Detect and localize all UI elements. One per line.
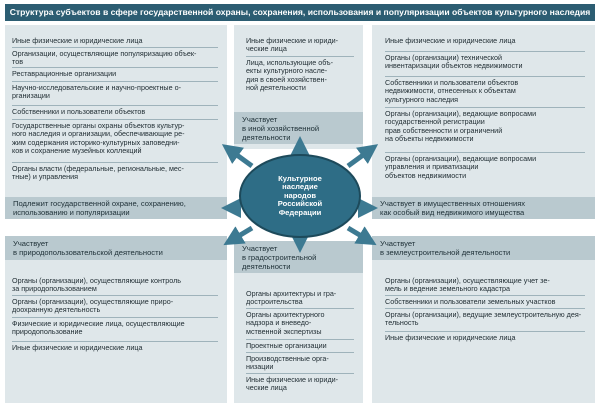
item-divider <box>385 308 585 309</box>
list-item <box>12 122 224 156</box>
list-item-line: рганизации <box>12 91 50 101</box>
item-divider <box>12 67 218 68</box>
label-nature-use <box>5 236 227 260</box>
list-item-line: Иные физические и юридические лица <box>12 343 143 352</box>
list-item-line: достроительства <box>246 297 303 307</box>
list-item-line: Иные физические и юридические лица <box>385 333 516 342</box>
list-item-line: Иные физические и юриди- <box>246 375 339 384</box>
label-nature-line2: в природопользовательской деятельности <box>13 248 163 257</box>
list-item-line: объектов недвижимости <box>385 170 467 180</box>
list-item-line: доохранную деятельность <box>12 305 101 315</box>
hub-line-2: наследие <box>282 182 318 192</box>
hub-line-1: Культурное <box>278 173 322 183</box>
hub-line-4: Российской <box>277 199 323 209</box>
list-item <box>12 298 224 315</box>
label-urban-line1: Участвует <box>242 244 278 253</box>
list-item <box>385 110 591 144</box>
label-property-relations <box>372 197 595 219</box>
label-nature-line1: Участвует <box>13 239 49 248</box>
label-urban-line3: деятельности <box>242 262 291 271</box>
list-item <box>12 50 224 67</box>
list-item-line: культурного наследия <box>385 94 459 104</box>
label-protection-line2: использованию и популяризации <box>13 208 130 217</box>
list-item-line: Органы (организации), осуществляющие учет зе- <box>385 276 550 285</box>
item-divider <box>12 105 218 106</box>
label-economic-line3: деятельности <box>242 133 291 142</box>
list-item <box>246 355 360 372</box>
list-item <box>385 54 591 71</box>
item-divider <box>246 373 354 374</box>
list-item-line: Производственные орга- <box>246 354 329 363</box>
list-item-line: жим содержания историко-культурных заповедни- <box>12 137 180 147</box>
list-item <box>385 37 591 45</box>
list-item <box>385 298 591 306</box>
list-item <box>12 277 224 294</box>
list-item-line: Иные физические и юридические лица <box>12 36 143 45</box>
label-urban-planning <box>234 241 363 273</box>
item-divider <box>12 295 218 296</box>
list-item-line: Органы (организации), осуществляющие контроль <box>12 276 182 285</box>
list-item <box>12 165 224 182</box>
list-item-line: Физические и юридические лица, осуществляющие <box>12 319 185 328</box>
list-item-line: Органы (организации), ведущие землеустроительную дея- <box>385 310 582 319</box>
list-item-line: ного наследия и организации, обеспечивающие ре- <box>12 129 185 139</box>
item-divider <box>12 81 218 82</box>
hub-label <box>238 153 362 239</box>
label-economic-line1: Участвует <box>242 115 278 124</box>
list-item <box>12 320 224 337</box>
list-item-line: ков и сохранение музейных коллекций <box>12 146 142 156</box>
item-divider <box>246 339 354 340</box>
label-property-line2: как особый вид недвижимого имущества <box>380 208 525 217</box>
list-item-line: Органы архитектурного <box>246 310 325 319</box>
list-item <box>246 59 360 93</box>
list-item <box>12 84 224 101</box>
label-land-management <box>372 236 595 260</box>
list-item-line: за природопользованием <box>12 284 97 294</box>
list-item-line: тельность <box>385 318 419 328</box>
item-divider <box>12 341 218 342</box>
item-divider <box>12 162 218 163</box>
list-item <box>385 334 591 342</box>
list-item <box>385 311 591 328</box>
list-item-line: государственной регистрации <box>385 117 485 127</box>
list-item <box>246 376 360 393</box>
item-divider <box>385 107 585 108</box>
label-land-line1: Участвует <box>380 239 416 248</box>
item-divider <box>385 76 585 77</box>
item-divider <box>12 47 218 48</box>
list-item-line: Органы (организации), ведающие вопросами <box>385 109 537 118</box>
list-item-line: Иные физические и юриди- <box>246 36 339 45</box>
list-item-line: надзора и вневедо- <box>246 318 312 328</box>
list-item <box>12 37 224 45</box>
label-land-line2: в землеустроительной деятельности <box>380 248 511 257</box>
list-item-line: Государственные органы охраны объектов культур- <box>12 121 185 130</box>
item-divider <box>12 317 218 318</box>
list-item-line: дия в своей хозяйствен- <box>246 74 327 84</box>
list-item-line: прав собственности и ограничений <box>385 125 503 135</box>
label-property-line1: Участвует в имущественных отношениях <box>380 199 526 208</box>
list-item <box>385 155 591 180</box>
item-divider <box>246 352 354 353</box>
list-item-line: Иные физические и юридические лица <box>385 36 516 45</box>
list-item-line: Реставрационные организации <box>12 69 117 78</box>
list-item <box>12 108 224 116</box>
item-divider <box>385 51 585 52</box>
list-item-line: тов <box>12 57 24 67</box>
list-item <box>246 290 360 307</box>
label-protection-line1: Подлежит государственной охране, сохранению, <box>13 199 186 208</box>
label-urban-line2: в градостроительной <box>242 253 317 262</box>
list-item-line: Органы архитектуры и гра- <box>246 289 337 298</box>
label-protection <box>5 197 227 219</box>
item-divider <box>12 119 218 120</box>
list-item <box>12 70 224 78</box>
list-item-line: тные) и управления <box>12 172 79 182</box>
item-divider <box>385 152 585 153</box>
list-item-line: Собственники и пользователи объектов <box>12 107 146 116</box>
list-item-line: Органы (организации), ведающие вопросами <box>385 154 537 163</box>
list-item <box>385 277 591 294</box>
list-item-line: природопользование <box>12 327 83 337</box>
item-divider <box>246 56 354 57</box>
label-economic-activity <box>234 112 363 144</box>
item-divider <box>385 295 585 296</box>
list-item <box>12 344 224 352</box>
list-item-line: Органы власти (федеральные, региональные, мес- <box>12 164 184 173</box>
list-item-line: Организации, осуществляющие популяризацию объек- <box>12 49 197 58</box>
list-item-line: недвижимости, отнесенных к объектам <box>385 86 516 96</box>
list-item <box>385 79 591 104</box>
list-item-line: Лица, использующие объ- <box>246 58 334 67</box>
list-item <box>246 342 360 350</box>
central-hub <box>238 153 362 239</box>
list-item-line: Собственники и пользователи объектов <box>385 78 519 87</box>
list-item-line: низации <box>246 362 274 372</box>
list-item-line: Проектные организации <box>246 341 327 350</box>
hub-line-5: Федерации <box>278 207 322 217</box>
list-item <box>246 311 360 336</box>
item-divider <box>385 331 585 332</box>
list-item-line: Органы (организации), осуществляющие приро- <box>12 297 174 306</box>
item-divider <box>246 308 354 309</box>
list-item-line: инвентаризации объектов недвижимости <box>385 61 523 71</box>
list-item-line: ческие лица <box>246 383 287 393</box>
list-item-line: управления и приватизации <box>385 162 479 172</box>
diagram-title: Структура субъектов в сфере государственной охраны, сохранения, использования и популяризации объектов культурного наследия <box>5 4 595 21</box>
list-item-line: на объекты недвижимости <box>385 134 474 144</box>
list-item-line: ческие лица <box>246 44 287 54</box>
label-economic-line2: в иной хозяйственной <box>242 124 320 133</box>
list-item-line: мственной экспертизы <box>246 326 322 336</box>
list-item-line: Органы (организации) технической <box>385 53 503 62</box>
list-item-line: Научно-исследовательские и научно-проектные о- <box>12 83 181 92</box>
list-item <box>246 37 360 54</box>
hub-line-3: народов <box>283 190 317 200</box>
list-item-line: екты культурного насле- <box>246 66 328 76</box>
list-item-line: мель и ведение земельного кадастра <box>385 284 511 294</box>
list-item-line: Собственники и пользователи земельных участков <box>385 297 556 306</box>
list-item-line: ной деятельности <box>246 83 306 93</box>
